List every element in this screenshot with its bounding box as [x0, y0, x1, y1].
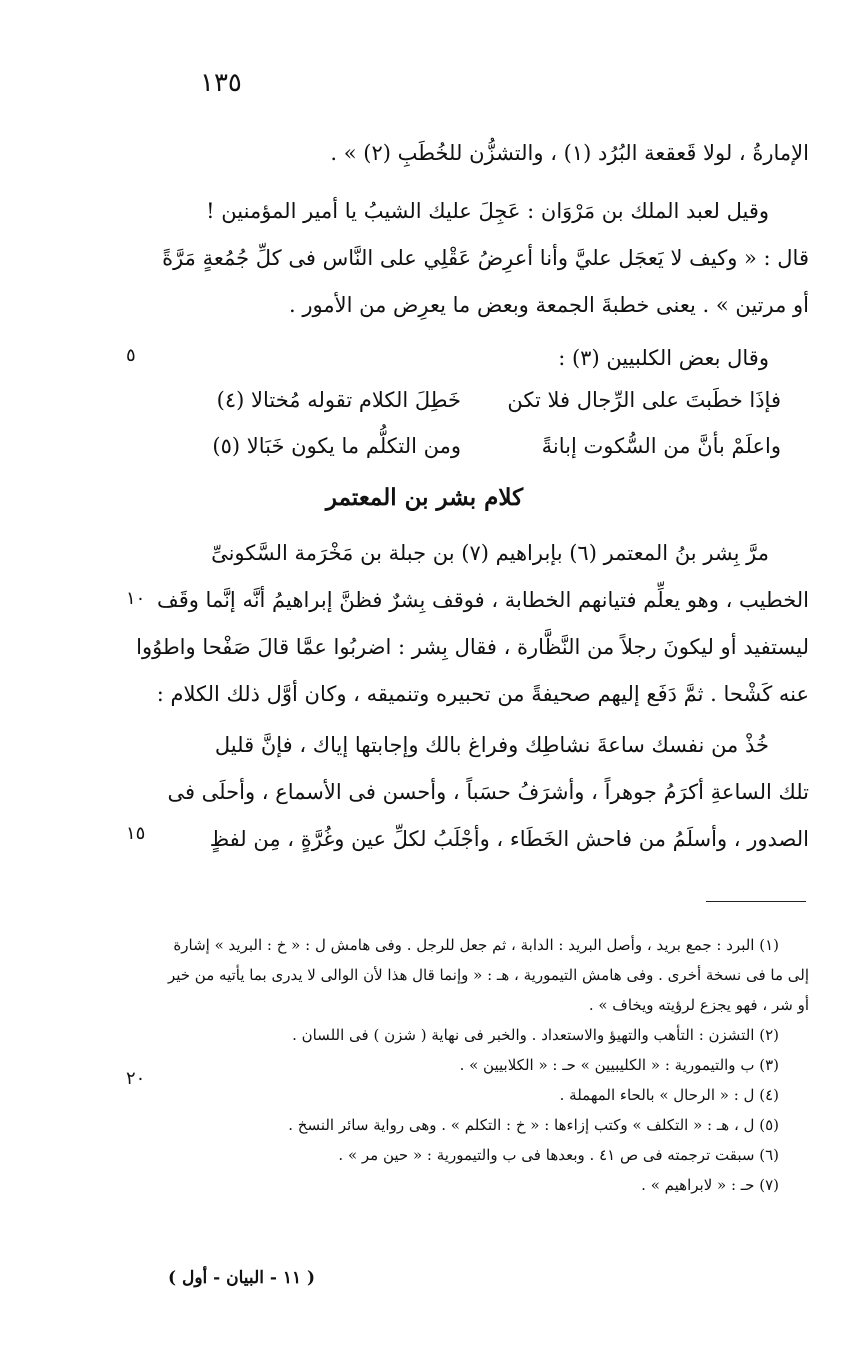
text-line: قال : « وكيف لا يَعجَل عليَّ وأنا أعرِضُ عَقْلِي على النَّاس فى كلِّ جُمُعةٍ مَرَّةً	[162, 246, 809, 270]
footnote-line: (٢) التشزن : التأهب والتهيؤ والاستعداد . والخبر فى نهاية ( شزن ) فى اللسان .	[292, 1026, 779, 1044]
text-line: أو مرتين » . يعنى خطبةَ الجمعة وبعض ما يعرِض من الأمور .	[289, 293, 809, 317]
page-number: ١٣٥	[200, 68, 242, 98]
text-line: الصدور ، وأسلَمُ من فاحش الخَطَاء ، وأجْلَبُ لكلِّ عين وغُرَّةٍ ، مِن لفظٍ	[209, 827, 809, 851]
footnote-line: (٥) ل ، هـ : « التكلف » وكتب إزاءها : « خ : التكلم » . وهى رواية سائر النسخ .	[288, 1116, 779, 1134]
footnote-line: (٣) ب والتيمورية : « الكليبيين » حـ : « الكلابيين » .	[459, 1056, 779, 1074]
margin-line-number: ١٥	[126, 823, 146, 844]
text-line: وقيل لعبد الملك بن مَرْوَان : عَجِلَ عليك الشيبُ يا أمير المؤمنين !	[206, 199, 769, 223]
verse-hemistich: فإذَا خطَبتَ على الرِّجال فلا تكن	[507, 388, 781, 412]
paragraph-3	[159, 335, 809, 382]
paragraph-1	[159, 130, 809, 177]
text-line: خُذْ من نفسك ساعةَ نشاطِك وفراغ بالك وإجابتها إياك ، فإنَّ قليل	[214, 733, 769, 757]
text-line: الإمارةُ ، لولا قَعقعة البُرُد (١) ، والتشزُّن للخُطَبِ (٢) » .	[330, 141, 809, 165]
footnote-line: (٧) حـ : « لابراهيم » .	[641, 1176, 779, 1194]
margin-line-number: ٢٠	[126, 1068, 146, 1089]
text-line: تلك الساعةِ أكرَمُ جوهراً ، وأشرَفُ حسَباً ، وأحسن فى الأسماع ، وأحلَى فى	[167, 780, 809, 804]
section-heading: كلام بشر بن المعتمر	[325, 484, 524, 511]
margin-line-number: ١٠	[126, 588, 146, 609]
text-line: الخطيب ، وهو يعلِّم فتيانهم الخطابة ، فوقف بِشرٌ فظنَّ إبراهيمُ أنَّه إنَّما وقَف	[156, 588, 809, 612]
paragraph-5	[159, 722, 809, 863]
verse-line	[169, 388, 781, 432]
footnote-line: أو شر ، فهو يجزع لرؤيته ويخاف » .	[588, 996, 809, 1014]
footnote-line: (٦) سبقت ترجمته فى ص ٤١ . وبعدها فى ب والتيمورية : « حين مر » .	[338, 1146, 779, 1164]
text-line: وقال بعض الكلبيين (٣) :	[558, 346, 769, 370]
verse-hemistich: ومن التكلُّم ما يكون خَبَالا (٥)	[212, 434, 461, 458]
footnote-line: إلى ما فى نسخة أخرى . وفى هامش التيمورية ، هـ : « وإنما قال هذا لأن الوالى لا يدرى بما يأتيه من خير	[167, 966, 809, 984]
verse-hemistich: واعلَمْ بأنَّ من السُّكوت إبانةً	[541, 434, 781, 458]
verse-hemistich: خَطِلَ الكلام تقوله مُختالا (٤)	[216, 388, 461, 412]
verse-line	[169, 434, 781, 478]
margin-line-number: ٥	[126, 345, 136, 366]
footnote-line: (٤) ل : « الرحال » بالحاء المهملة .	[559, 1086, 779, 1104]
footnotes	[159, 930, 809, 1200]
signature-mark: ( ١١ - البيان - أول )	[168, 1268, 316, 1288]
text-line: عنه كَشْحا . ثمَّ دَفَع إليهم صحيفةً من تحبيره وتنميقه ، وكان أوَّل ذلك الكلام :	[156, 682, 809, 706]
text-line: مرَّ بِشر بنُ المعتمر (٦) بإبراهيم (٧) بن جبلة بن مَخْرَمة السَّكونىِّ	[211, 541, 769, 565]
footnote-divider	[706, 901, 806, 902]
footnote-line: (١) البرد : جمع بريد ، وأصل البريد : الدابة ، ثم جعل للرجل . وفى هامش ل : « خ : البريد » إشارة	[173, 936, 779, 954]
paragraph-2	[159, 188, 809, 329]
text-line: ليستفيد أو ليكونَ رجلاً من النَّظَّارة ، فقال بِشر : اضربُوا عمَّا قالَ صَفْحا واطوُوا	[136, 635, 809, 659]
